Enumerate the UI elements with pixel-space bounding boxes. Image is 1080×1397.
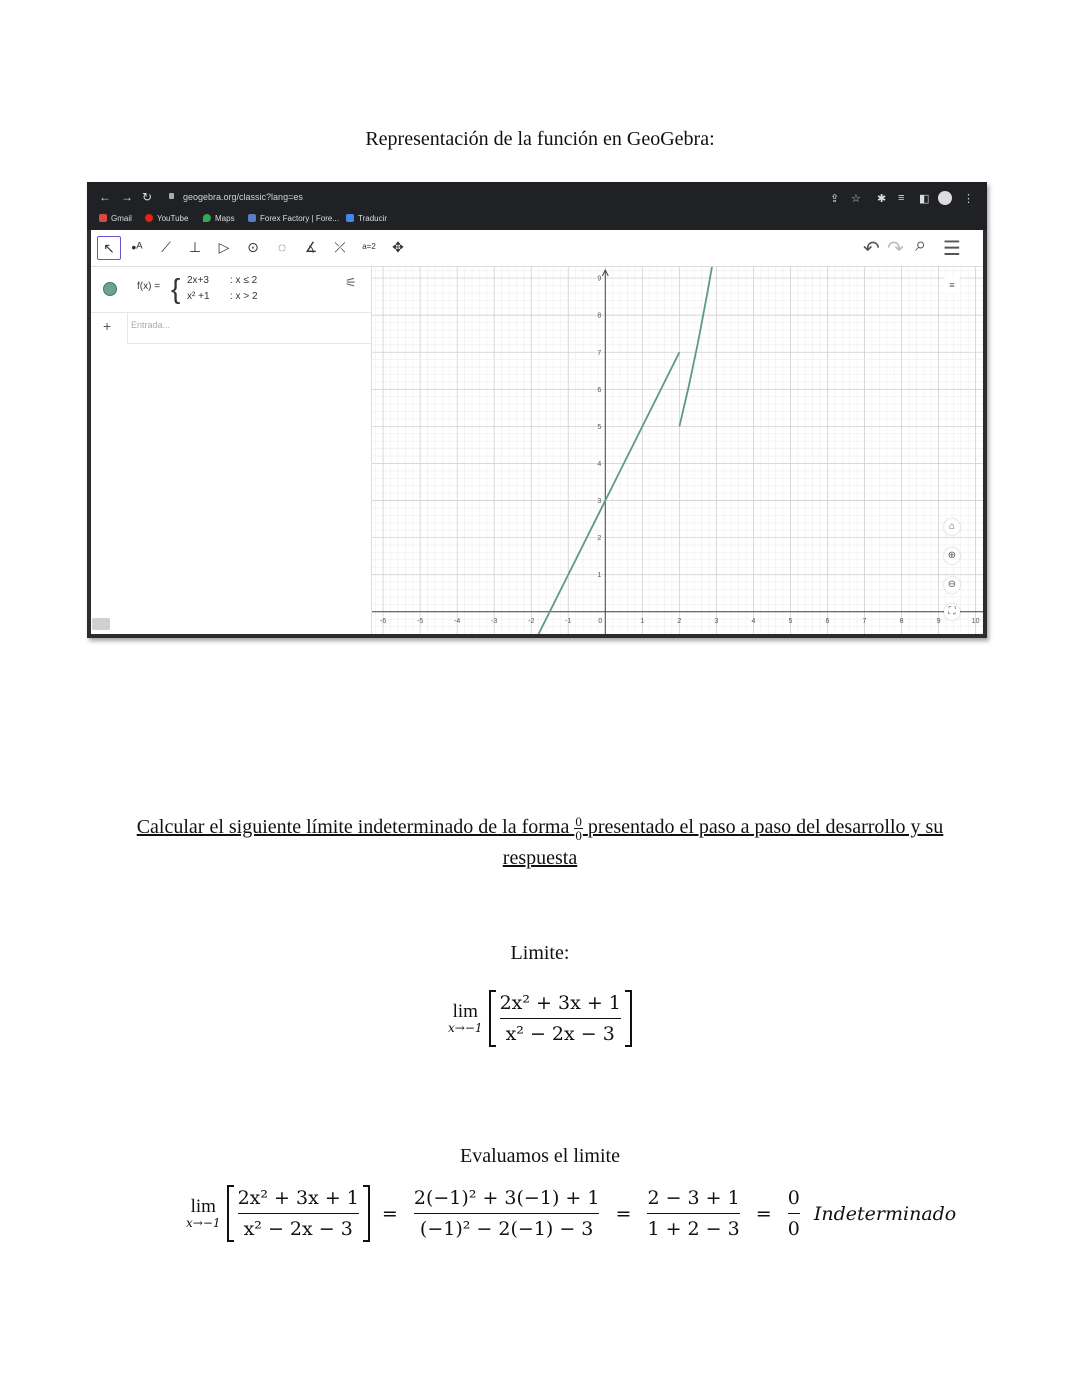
- x-tick-label: -2: [528, 617, 535, 625]
- geogebra-screenshot: [87, 182, 987, 638]
- reading-list-icon[interactable]: ≡: [898, 192, 905, 204]
- case1-expression: 2x+3: [187, 275, 209, 286]
- geogebra-app: [91, 230, 983, 634]
- x-tick-label: -1: [565, 617, 572, 625]
- bracket-group: [489, 990, 632, 1047]
- x-tick-label: -3: [491, 617, 498, 625]
- sidepanel-icon[interactable]: ◧: [919, 193, 930, 205]
- keyboard-icon[interactable]: [92, 618, 110, 630]
- y-tick-label: 7: [597, 349, 602, 357]
- x-tick-label: 5: [788, 617, 793, 625]
- reflect-tool-icon[interactable]: ⤫: [334, 239, 346, 255]
- zero-over-zero-fraction: [574, 815, 583, 842]
- substitution-numerator: 2(−1)² + 3(−1) + 1: [414, 1187, 600, 1214]
- task-text-start: Calcular el siguiente límite indeterminado de la forma: [136, 816, 575, 838]
- line-tool-icon[interactable]: ⟋: [161, 239, 171, 255]
- equals-sign: =: [615, 1202, 632, 1225]
- y-tick-label: 6: [597, 386, 602, 394]
- limit-label: Limite:: [510, 942, 570, 964]
- fullscreen-icon[interactable]: ⛶: [944, 604, 960, 620]
- task-statement: [100, 812, 980, 874]
- x-tick-label: 10: [971, 617, 980, 625]
- y-tick-label: 8: [597, 312, 602, 320]
- left-bracket: [489, 990, 496, 1047]
- bookmark-youtube[interactable]: YouTube: [145, 214, 188, 223]
- substitution-denominator: (−1)² − 2(−1) − 3: [419, 1218, 594, 1240]
- lim-subscript: x→−1: [186, 1215, 221, 1230]
- x-tick-label: 9: [936, 617, 941, 625]
- reload-icon[interactable]: ↻: [142, 190, 153, 204]
- evaluate-label: Evaluamos el limite: [460, 1145, 620, 1167]
- forward-icon[interactable]: →: [121, 190, 133, 204]
- right-bracket: [625, 990, 632, 1047]
- substitution-fraction: [410, 1185, 604, 1242]
- zoom-in-icon[interactable]: ⊕: [944, 548, 960, 564]
- case2-expression: x² +1: [187, 291, 210, 302]
- y-tick-label: 9: [597, 275, 602, 283]
- circle-tool-icon[interactable]: ⊙: [247, 239, 259, 255]
- y-tick-label: 1: [597, 572, 602, 580]
- limit-operator: [186, 1197, 221, 1230]
- redo-icon[interactable]: ↷: [887, 238, 904, 260]
- bookmark-maps[interactable]: Maps: [203, 214, 235, 223]
- zoom-out-icon[interactable]: ⊖: [944, 577, 960, 593]
- simplified-denominator: 1 + 2 − 3: [647, 1218, 740, 1240]
- result-label: Indeterminado: [813, 1202, 957, 1225]
- search-icon[interactable]: ⌕: [915, 234, 927, 256]
- x-tick-label: 1: [640, 617, 645, 625]
- task-text-line2: respuesta: [502, 847, 578, 869]
- case1-condition: : x ≤ 2: [230, 275, 258, 286]
- piecewise-brace: {: [171, 273, 181, 304]
- function-curve-piece-2: [679, 267, 713, 426]
- lim-subscript: x→−1: [448, 1020, 483, 1035]
- result-denominator: 0: [787, 1218, 800, 1240]
- address-bar[interactable]: geogebra.org/classic?lang=es: [183, 192, 303, 202]
- add-input-icon[interactable]: +: [103, 318, 112, 334]
- more-menu-icon[interactable]: ⋮: [963, 193, 974, 205]
- x-tick-label: -5: [417, 617, 424, 625]
- star-icon[interactable]: ☆: [851, 193, 861, 205]
- denominator: x² − 2x − 3: [243, 1218, 353, 1240]
- y-tick-label: 5: [597, 423, 602, 431]
- y-tick-label: 3: [597, 498, 602, 506]
- back-icon[interactable]: ←: [99, 190, 111, 204]
- left-bracket: [227, 1185, 234, 1242]
- evaluation-expression: [186, 1185, 956, 1242]
- numerator: 2x² + 3x + 1: [238, 1187, 359, 1214]
- browser-toolbar: [87, 182, 987, 230]
- equals-sign: =: [755, 1202, 772, 1225]
- denominator: x² − 2x − 3: [505, 1023, 615, 1045]
- fraction-denominator: 0: [575, 827, 582, 843]
- function-name: f(x) =: [137, 281, 161, 292]
- x-tick-label: 2: [677, 617, 682, 625]
- result-numerator: 0: [788, 1187, 800, 1214]
- x-tick-label: 3: [714, 617, 719, 625]
- right-bracket: [363, 1185, 370, 1242]
- divider: [127, 313, 128, 343]
- function-plot[interactable]: [372, 267, 983, 634]
- simplified-fraction: [643, 1185, 743, 1242]
- limit-expression: [448, 990, 632, 1047]
- numerator: 2x² + 3x + 1: [500, 992, 621, 1019]
- perpendicular-tool-icon[interactable]: ⊥: [188, 239, 202, 255]
- x-tick-label: 8: [899, 617, 904, 625]
- result-fraction: [784, 1185, 804, 1242]
- divider: [91, 312, 371, 313]
- y-tick-label: 4: [597, 460, 602, 468]
- algebra-input[interactable]: Entrada...: [131, 320, 171, 330]
- x-tick-label: 0: [598, 617, 603, 625]
- bracket-group: [227, 1185, 370, 1242]
- limit-operator: [448, 1002, 483, 1035]
- equals-sign: =: [381, 1202, 398, 1225]
- fraction-numerator: 0: [575, 813, 582, 829]
- point-tool-icon[interactable]: •ᴬ: [131, 239, 143, 255]
- lim-word: lim: [452, 1000, 478, 1022]
- avatar[interactable]: [938, 191, 952, 205]
- rational-fraction: [496, 990, 625, 1047]
- geogebra-toolbar: [91, 230, 983, 267]
- bookmark-traducir[interactable]: Traducir: [346, 214, 387, 223]
- algebra-settings-icon[interactable]: ⚟: [345, 275, 357, 290]
- conic-tool-icon[interactable]: ◌: [277, 239, 287, 255]
- graphics-view[interactable]: [372, 267, 983, 634]
- graphics-style-icon[interactable]: ≡: [944, 277, 960, 293]
- case2-condition: : x > 2: [230, 291, 258, 302]
- angle-tool-icon[interactable]: ∡: [304, 239, 318, 255]
- slider-tool-icon[interactable]: a=2: [362, 242, 376, 251]
- bookmark-forex-factory[interactable]: Forex Factory | Fore...: [248, 214, 339, 223]
- simplified-numerator: 2 − 3 + 1: [647, 1187, 739, 1214]
- undo-icon[interactable]: ↶: [863, 238, 880, 260]
- share-icon[interactable]: ⇪: [830, 193, 840, 205]
- menu-icon[interactable]: ☰: [943, 238, 961, 260]
- visibility-toggle-icon[interactable]: [103, 282, 117, 296]
- rational-fraction: [234, 1185, 363, 1242]
- lock-icon: [169, 193, 174, 199]
- y-tick-label: 2: [597, 535, 602, 543]
- x-tick-label: 4: [751, 617, 756, 625]
- page-heading: Representación de la función en GeoGebra:: [365, 128, 715, 150]
- x-tick-label: -6: [379, 617, 387, 625]
- move-view-tool-icon[interactable]: ✥: [392, 239, 404, 255]
- extensions-icon[interactable]: ✱: [877, 193, 887, 205]
- move-tool-icon[interactable]: ↖: [97, 236, 121, 260]
- lim-word: lim: [190, 1195, 216, 1217]
- divider: [127, 343, 371, 344]
- home-icon[interactable]: ⌂: [944, 519, 960, 535]
- task-text-end: presentado el paso a paso del desarrollo y su: [587, 816, 944, 838]
- x-tick-label: 6: [825, 617, 830, 625]
- bookmark-gmail[interactable]: Gmail: [99, 214, 132, 223]
- x-tick-label: 7: [862, 617, 867, 625]
- polygon-tool-icon[interactable]: ▷: [218, 239, 230, 255]
- x-tick-label: -4: [454, 617, 461, 625]
- algebra-view: [91, 267, 372, 634]
